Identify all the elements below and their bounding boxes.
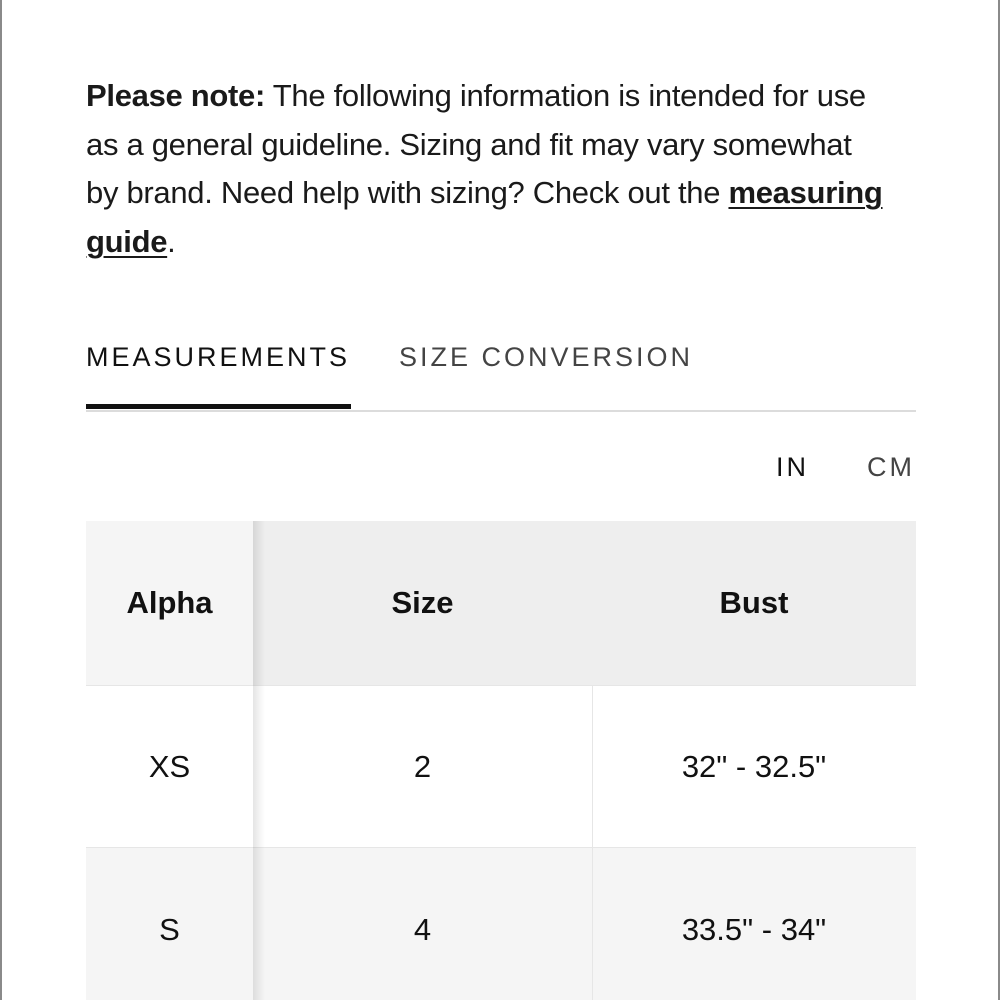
cell-bust: 33.5" - 34": [681, 911, 827, 947]
size-chart-tabs: [86, 340, 916, 412]
cell-alpha: XS: [148, 748, 191, 784]
sticky-column-shadow: [253, 521, 265, 1000]
note-text: The following information is intended for use as a general guideline. Sizing and fit may vary somewhat by brand. Need help with sizing? Check out the: [86, 78, 866, 210]
tabs-divider: [86, 410, 916, 412]
active-tab-indicator: [86, 404, 351, 409]
header-alpha: Alpha: [126, 585, 213, 620]
header-size: Size: [391, 585, 454, 620]
unit-toggle-in[interactable]: IN: [776, 452, 809, 482]
cell-bust: 32" - 32.5": [681, 748, 827, 784]
note-prefix: Please note:: [86, 78, 266, 113]
measuring-guide-link[interactable]: measuring guide: [86, 175, 883, 259]
unit-toggle-cm[interactable]: CM: [867, 452, 915, 482]
cell-alpha: S: [159, 911, 180, 947]
note-suffix: .: [167, 223, 176, 259]
sizing-note: [86, 72, 886, 266]
frame-left-border: [0, 0, 2, 1000]
cell-size: 2: [413, 748, 432, 784]
size-table: [86, 521, 916, 1000]
cell-size: 4: [413, 911, 432, 947]
tab-measurements[interactable]: MEASUREMENTS: [86, 342, 351, 372]
tab-size-conversion[interactable]: SIZE CONVERSION: [399, 342, 694, 372]
header-bust: Bust: [719, 585, 789, 620]
